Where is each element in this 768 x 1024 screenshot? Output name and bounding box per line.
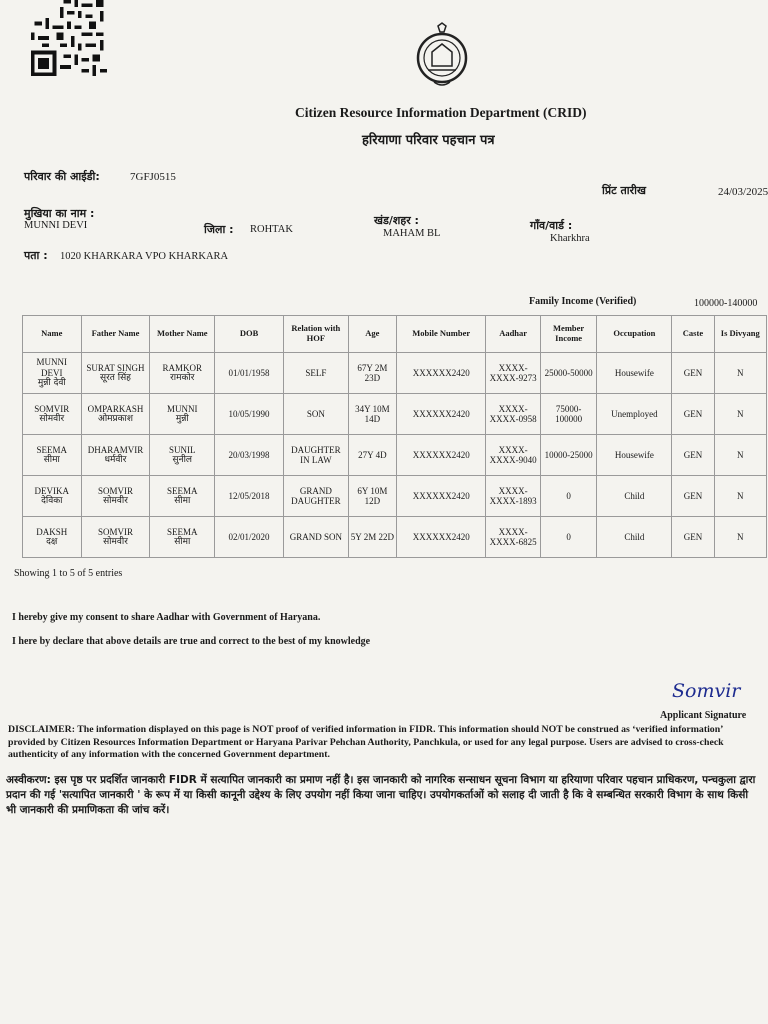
haryana-emblem-icon — [414, 22, 470, 90]
table-row — [23, 394, 767, 435]
table-cell-mother — [150, 517, 215, 558]
print-date-label: प्रिंट तारीख — [602, 184, 646, 197]
age-text: 67Y 2M 23D — [357, 362, 388, 383]
table-cell-aadhar — [486, 353, 540, 394]
dob-text: 02/01/2020 — [228, 531, 270, 542]
age-text: 27Y 4D — [358, 449, 387, 460]
divyang-text: N — [737, 408, 744, 419]
aadhar-text: XXXX-XXXX-6825 — [489, 526, 537, 547]
father-text: OMPARKASH — [87, 403, 144, 414]
table-cell-aadhar — [486, 517, 540, 558]
mother-hindi-text: सीमा — [174, 537, 191, 547]
district-value: ROHTAK — [250, 224, 293, 235]
family-members-table — [22, 315, 767, 558]
table-cell-name — [23, 435, 82, 476]
column-header: Aadhar — [486, 316, 540, 353]
relation-text: GRAND DAUGHTER — [291, 485, 341, 506]
column-header: Member Income — [540, 316, 597, 353]
name-text: SOMVIR — [34, 403, 70, 414]
table-cell-dob — [215, 517, 284, 558]
aadhar-text: XXXX-XXXX-0958 — [489, 403, 537, 424]
address-label: पता : — [24, 249, 48, 262]
name-hindi-text: सोमवीर — [39, 414, 65, 424]
age-text: 6Y 10M 12D — [357, 485, 388, 506]
table-cell-dob — [215, 435, 284, 476]
father-text: DHARAMVIR — [87, 444, 144, 455]
table-cell-divyang — [714, 353, 766, 394]
father-hindi-text: धर्मवीर — [104, 455, 127, 465]
name-hindi-text: देविका — [41, 496, 63, 506]
aadhar-text: XXXX-XXXX-9040 — [489, 444, 537, 465]
mobile-text: XXXXXX2420 — [412, 490, 470, 501]
table-cell-caste — [672, 353, 714, 394]
family-id-value: 7GFJ0515 — [130, 171, 176, 183]
dob-text: 10/05/1990 — [228, 408, 270, 419]
table-cell-name — [23, 517, 82, 558]
district-label: जिला : — [204, 223, 234, 236]
mother-text: SUNIL — [169, 444, 196, 455]
mother-hindi-text: सुनील — [172, 455, 193, 465]
head-of-family-label: मुखिया का नाम : — [24, 207, 95, 220]
name-text: DAKSH — [36, 526, 68, 537]
table-cell-divyang — [714, 435, 766, 476]
table-cell-mobile — [397, 476, 486, 517]
aadhar-text: XXXX-XXXX-9273 — [489, 362, 537, 383]
applicant-signature-scribble: Somvir — [672, 680, 741, 702]
family-income-value: 100000-140000 — [694, 298, 758, 309]
table-cell-name — [23, 394, 82, 435]
mobile-text: XXXXXX2420 — [412, 367, 470, 378]
qr-code-icon — [28, 0, 110, 76]
column-header: Mother Name — [150, 316, 215, 353]
table-cell-occupation — [597, 394, 672, 435]
department-title: Citizen Resource Information Department (CRID) — [295, 105, 587, 120]
name-hindi-text: दक्ष — [46, 537, 58, 547]
table-cell-father — [81, 394, 150, 435]
dob-text: 01/01/1958 — [228, 367, 270, 378]
table-cell-mobile — [397, 517, 486, 558]
village-value: Kharkhra — [550, 233, 590, 244]
table-cell-age — [348, 435, 396, 476]
income-text: 75000-100000 — [555, 403, 583, 424]
name-text: MUNNI DEVI — [36, 357, 68, 378]
father-hindi-text: सोमवीर — [103, 537, 128, 547]
mother-text: RAMKOR — [162, 362, 203, 373]
father-hindi-text: सूरत सिंह — [100, 373, 131, 383]
table-cell-income — [540, 353, 597, 394]
table-cell-age — [348, 353, 396, 394]
table-cell-mother — [150, 394, 215, 435]
table-cell-mobile — [397, 394, 486, 435]
divyang-text: N — [737, 449, 744, 460]
occupation-text: Unemployed — [611, 408, 658, 419]
table-cell-divyang — [714, 476, 766, 517]
table-cell-income — [540, 476, 597, 517]
declaration-statement: I here by declare that above details are true and correct to the best of my knowledge — [12, 636, 371, 647]
head-of-family-value: MUNNI DEVI — [24, 220, 88, 231]
mobile-text: XXXXXX2420 — [412, 531, 470, 542]
name-hindi-text: मुन्नी देवी — [37, 378, 66, 389]
table-cell-dob — [215, 476, 284, 517]
table-cell-caste — [672, 394, 714, 435]
table-cell-relation — [283, 435, 348, 476]
name-text: SEEMA — [36, 444, 68, 455]
table-cell-income — [540, 435, 597, 476]
column-header: Age — [348, 316, 396, 353]
table-cell-father — [81, 435, 150, 476]
mother-hindi-text: सीमा — [174, 496, 191, 506]
table-entries-info: Showing 1 to 5 of 5 entries — [14, 568, 123, 579]
occupation-text: Child — [624, 531, 645, 542]
table-cell-mother — [150, 435, 215, 476]
print-date-value: 24/03/2025 — [718, 186, 768, 198]
table-cell-relation — [283, 517, 348, 558]
table-cell-caste — [672, 435, 714, 476]
column-header: Name — [23, 316, 82, 353]
table-cell-income — [540, 394, 597, 435]
divyang-text: N — [737, 531, 744, 542]
table-cell-mobile — [397, 435, 486, 476]
father-text: SOMVIR — [97, 485, 133, 496]
table-cell-aadhar — [486, 435, 540, 476]
relation-text: DAUGHTER IN LAW — [291, 444, 341, 465]
column-header: Occupation — [597, 316, 672, 353]
table-row — [23, 476, 767, 517]
table-cell-aadhar — [486, 476, 540, 517]
family-id-label: परिवार की आईडी: — [24, 170, 100, 183]
father-text: SURAT SINGH — [86, 362, 145, 373]
table-cell-age — [348, 517, 396, 558]
mother-text: SEEMA — [167, 485, 198, 496]
table-row — [23, 517, 767, 558]
caste-text: GEN — [683, 531, 703, 542]
caste-text: GEN — [683, 490, 703, 501]
caste-text: GEN — [683, 449, 703, 460]
caste-text: GEN — [683, 408, 703, 419]
income-text: 25000-50000 — [544, 367, 593, 378]
father-hindi-text: सोमवीर — [103, 496, 128, 506]
mobile-text: XXXXXX2420 — [412, 408, 470, 419]
mobile-text: XXXXXX2420 — [412, 449, 470, 460]
mother-text: SEEMA — [167, 526, 198, 537]
occupation-text: Housewife — [614, 449, 654, 460]
table-cell-relation — [283, 353, 348, 394]
column-header: Is Divyang — [714, 316, 766, 353]
income-text: 0 — [566, 490, 571, 501]
applicant-signature-label: Applicant Signature — [660, 710, 747, 721]
name-text: DEVIKA — [34, 485, 70, 496]
table-cell-age — [348, 476, 396, 517]
mother-hindi-text: रामकोर — [170, 373, 195, 383]
name-hindi-text: सीमा — [43, 455, 60, 465]
dob-text: 20/03/1998 — [228, 449, 270, 460]
family-income-label: Family Income (Verified) — [529, 296, 637, 307]
table-cell-occupation — [597, 353, 672, 394]
village-label: गाँव/वार्ड : — [530, 219, 573, 232]
table-cell-income — [540, 517, 597, 558]
aadhar-text: XXXX-XXXX-1893 — [489, 485, 537, 506]
relation-text: SON — [306, 408, 325, 419]
table-cell-father — [81, 517, 150, 558]
caste-text: GEN — [683, 367, 703, 378]
column-header: Caste — [672, 316, 714, 353]
table-cell-age — [348, 394, 396, 435]
column-header: DOB — [215, 316, 284, 353]
disclaimer-hindi: अस्वीकरण: इस पृष्ठ पर प्रदर्शित जानकारी FIDR में सत्यापित जानकारी का प्रमाण नहीं है। इस जानकारी को नागरिक सन्साधन सूचना विभाग या हरियाणा परिवार पहचान प्राधिकरण, पन्चकुला द्वारा प्रदान की गई 'सत्यापित जानकारी ' के रूप में या किसी कानूनी उद्देश्य के लिए उपयोग नहीं किया जाना चाहिए। उपयोगकर्ताओं को सलाह दी जाती है कि वे सम्बन्धित सरकारी विभाग के साथ किसी भी जानकारी की प्रमाणिकता की जांच करें। — [6, 774, 756, 816]
table-cell-mother — [150, 353, 215, 394]
table-cell-divyang — [714, 517, 766, 558]
document-title: हरियाणा परिवार पहचान पत्र — [362, 133, 495, 148]
table-cell-relation — [283, 476, 348, 517]
table-cell-mother — [150, 476, 215, 517]
dob-text: 12/05/2018 — [228, 490, 270, 501]
table-cell-relation — [283, 394, 348, 435]
table-cell-occupation — [597, 517, 672, 558]
table-row — [23, 435, 767, 476]
age-text: 5Y 2M 22D — [350, 531, 394, 542]
block-value: MAHAM BL — [383, 228, 441, 239]
table-cell-dob — [215, 394, 284, 435]
table-cell-name — [23, 476, 82, 517]
table-cell-caste — [672, 476, 714, 517]
address-value: 1020 KHARKARA VPO KHARKARA — [60, 251, 229, 262]
table-cell-caste — [672, 517, 714, 558]
table-header-row — [23, 316, 767, 353]
table-cell-aadhar — [486, 394, 540, 435]
occupation-text: Child — [624, 490, 645, 501]
table-cell-name — [23, 353, 82, 394]
relation-text: GRAND SON — [289, 531, 342, 542]
father-text: SOMVIR — [97, 526, 133, 537]
income-text: 10000-25000 — [544, 449, 593, 460]
table-cell-occupation — [597, 476, 672, 517]
mother-hindi-text: मुन्नी — [175, 414, 189, 424]
mother-text: MUNNI — [167, 403, 198, 414]
divyang-text: N — [737, 367, 744, 378]
table-cell-divyang — [714, 394, 766, 435]
disclaimer-english: DISCLAIMER: The information displayed on this page is NOT proof of verified information in FIDR. This information should NOT be construed as ‘verified information’ provided by Citizen Resources Information Department or Haryana Parivar Pehchan Authority, Panchkula, or used for any legal purpose. Users are advised to cross-check authenticity of any information with the concerned Government department. — [8, 724, 724, 760]
occupation-text: Housewife — [614, 367, 654, 378]
divyang-text: N — [737, 490, 744, 501]
block-label: खंड/शहर : — [374, 214, 419, 227]
income-text: 0 — [566, 531, 571, 542]
column-header: Father Name — [81, 316, 150, 353]
relation-text: SELF — [305, 367, 327, 378]
table-row — [23, 353, 767, 394]
age-text: 34Y 10M 14D — [355, 403, 390, 424]
consent-statement: I hereby give my consent to share Aadhar with Government of Haryana. — [12, 612, 321, 623]
table-cell-father — [81, 353, 150, 394]
table-cell-occupation — [597, 435, 672, 476]
column-header: Relation with HOF — [283, 316, 348, 353]
column-header: Mobile Number — [397, 316, 486, 353]
table-cell-dob — [215, 353, 284, 394]
table-cell-mobile — [397, 353, 486, 394]
table-cell-father — [81, 476, 150, 517]
father-hindi-text: ओमप्रकाश — [97, 414, 134, 424]
